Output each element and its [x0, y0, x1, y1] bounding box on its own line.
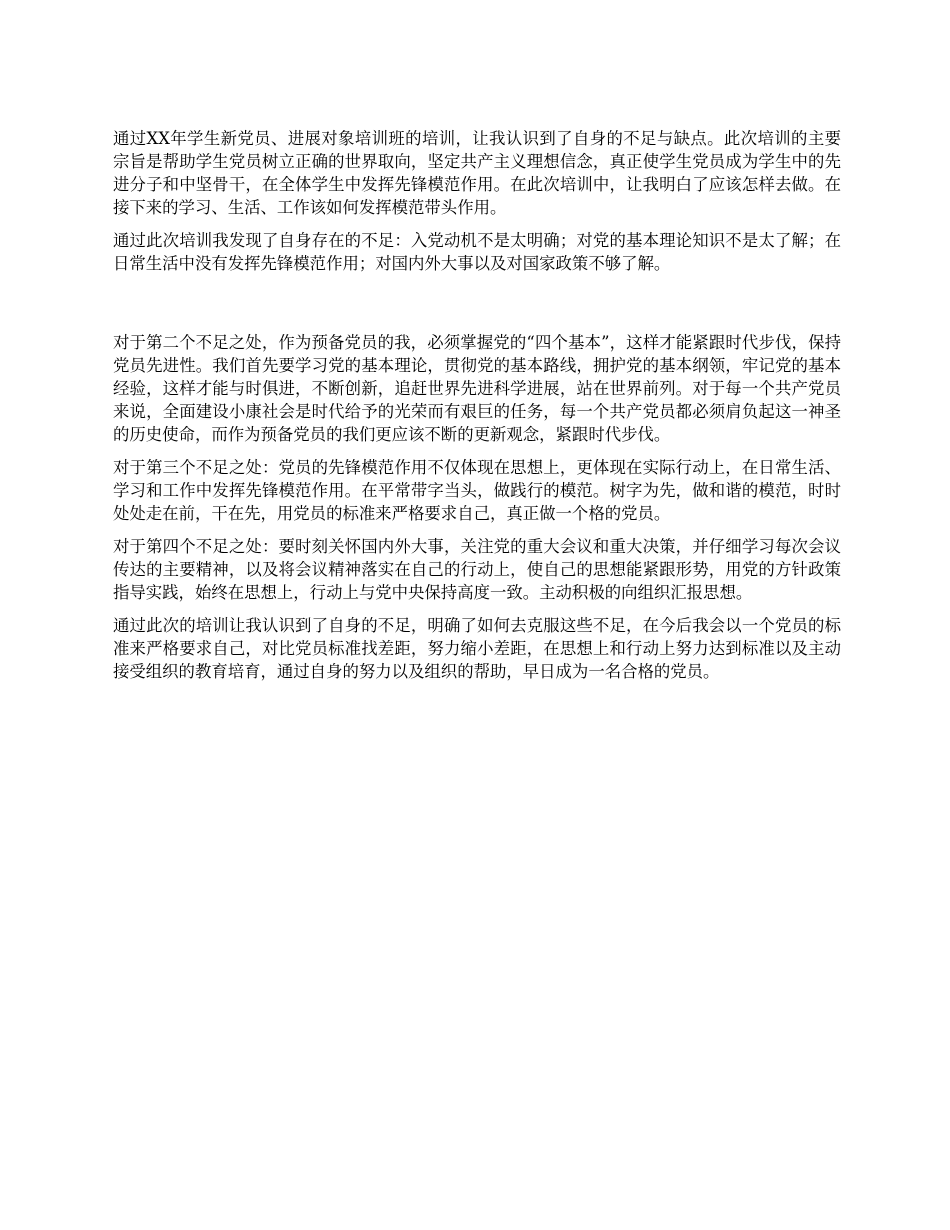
paragraph-fourth-shortcoming: 对于第四个不足之处：要时刻关怀国内外大事，关注党的重大会议和重大决策，并仔细学习每次会议传达的主要精神，以及将会议精神落实在自己的行动上，使自己的思想能紧跟形势，用党的方针政策指导实践，始终在思想上，行动上与党中央保持高度一致。主动积极的向组织汇报思想。 — [113, 537, 841, 602]
paragraph-third-shortcoming: 对于第三个不足之处：党员的先锋模范作用不仅体现在思想上，更体现在实际行动上，在日常生活、学习和工作中发挥先锋模范作用。在平常带字当头，做践行的模范。树字为先，做和谐的模范，时时处处走在前，干在先，用党员的标准来严格要求自己，真正做一个格的党员。 — [113, 458, 841, 523]
paragraph-shortcomings: 通过此次培训我发现了自身存在的不足：入党动机不是太明确；对党的基本理论知识不是太了解；在日常生活中没有发挥先锋模范作用；对国内外大事以及对国家政策不够了解。 — [113, 231, 841, 273]
paragraph-conclusion: 通过此次的培训让我认识到了自身的不足，明确了如何去克服这些不足，在今后我会以一个党员的标准来严格要求自己，对比党员标准找差距，努力缩小差距，在思想上和行动上努力达到标准以及主动接受组织的教育培育，通过自身的努力以及组织的帮助，早日成为一名合格的党员。 — [113, 616, 841, 681]
paragraph-intro: 通过XX年学生新党员、进展对象培训班的培训，让我认识到了自身的不足与缺点。此次培训的主要宗旨是帮助学生党员树立正确的世界取向，坚定共产主义理想信念，真正使学生党员成为学生中的先进分子和中坚骨干，在全体学生中发挥先锋模范作用。在此次培训中，让我明白了应该怎样去做。在接下来的学习、生活、工作该如何发挥模范带头作用。 — [113, 129, 841, 217]
document-body — [113, 127, 841, 683]
paragraph-second-shortcoming: 对于第二个不足之处，作为预备党员的我，必须掌握党的“四个基本”，这样才能紧跟时代步伐，保持党员先进性。我们首先要学习党的基本理论，贯彻党的基本路线，拥护党的基本纲领，牢记党的基本经验，这样才能与时俱进，不断创新，追赶世界先进科学进展，站在世界前列。对于每一个共产党员来说，全面建设小康社会是时代给予的光荣而有艰巨的任务，每一个共产党员都必须肩负起这一神圣的历史使命，而作为预备党员的我们更应该不断的更新观念，紧跟时代步伐。 — [113, 333, 841, 444]
